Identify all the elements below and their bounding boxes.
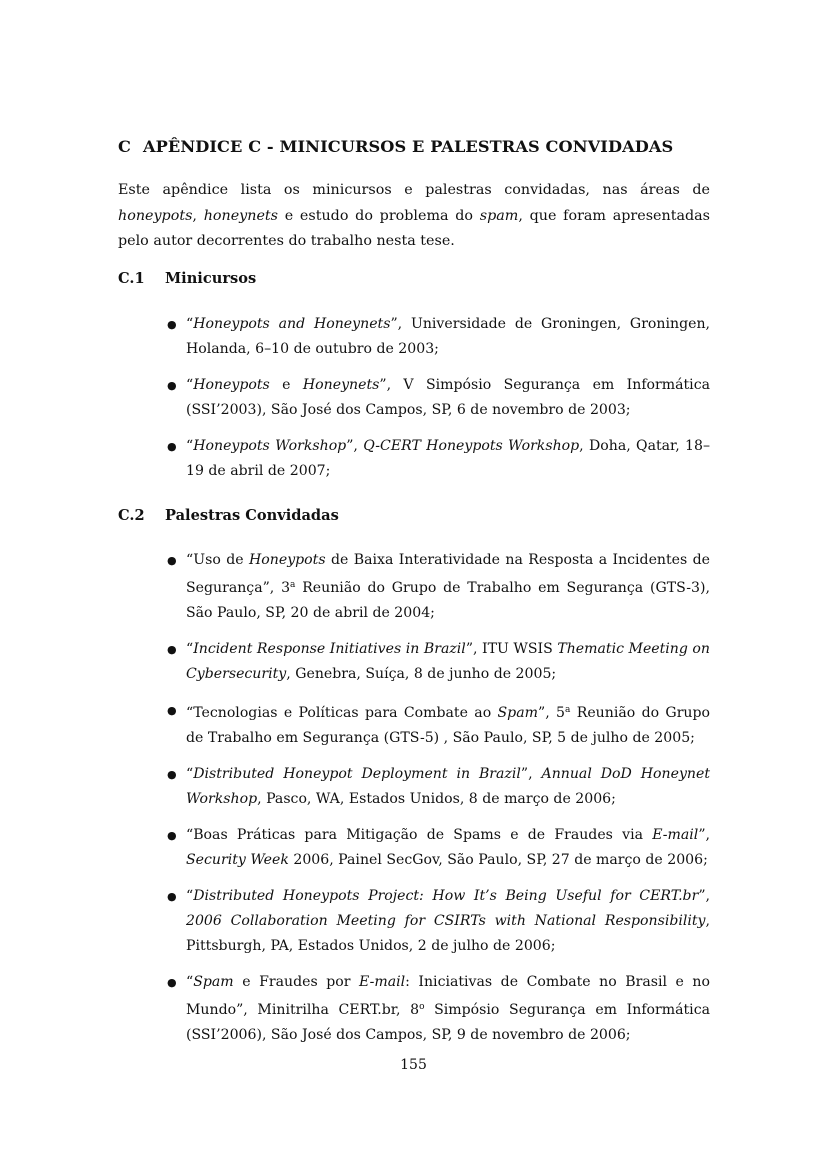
- list-item: [160, 312, 710, 362]
- ordinal-superscript: a: [290, 580, 296, 590]
- bullet-icon: ●: [167, 440, 177, 453]
- item-text: ”, V Simpósio Segurança em Informática (SSI’2003), São José dos Campos, SP, 6 de novembro de 2003;: [186, 377, 710, 418]
- intro-emphasis: honeynets: [203, 207, 278, 224]
- item-text: “Boas Práticas para Mitigação de Spams e de Fraudes via: [186, 827, 653, 843]
- bullet-icon: ●: [167, 768, 177, 781]
- item-emphasis: 2006 Collaboration Meeting for CSIRTs with National Responsibility: [186, 913, 706, 929]
- item-text: , Pasco, WA, Estados Unidos, 8 de março de 2006;: [257, 791, 616, 807]
- list-item: [160, 762, 710, 812]
- bullet-icon: ●: [167, 976, 177, 989]
- item-text: ”,: [520, 766, 542, 782]
- section-title-palestras: [118, 507, 339, 524]
- item-text: “: [186, 766, 194, 782]
- item-text: “: [186, 641, 194, 657]
- item-text: “Uso de: [186, 552, 249, 568]
- item-text: “: [186, 438, 194, 454]
- list-item: [160, 823, 710, 873]
- chapter-title: [118, 137, 718, 156]
- item-emphasis: Q-CERT Honeypots Workshop: [363, 438, 580, 454]
- list-item: [160, 637, 710, 687]
- item-text: de Baixa Interatividade na Resposta a Incidentes de Segurança”, 3: [186, 552, 711, 596]
- item-emphasis: Spam: [193, 974, 234, 990]
- intro-paragraph: [118, 178, 710, 255]
- item-emphasis: Honeypots: [249, 552, 326, 568]
- bullet-icon: ●: [167, 890, 177, 903]
- ordinal-superscript: o: [419, 1002, 425, 1012]
- intro-text: ,: [192, 207, 204, 224]
- intro-emphasis: honeypots: [118, 207, 193, 224]
- bullet-icon: ●: [167, 704, 177, 717]
- item-text: 2006, Painel SecGov, São Paulo, SP, 27 de março de 2006;: [288, 852, 708, 868]
- item-emphasis: Spam: [497, 705, 538, 721]
- bullet-icon: ●: [167, 829, 177, 842]
- section-title-text: Minicursos: [165, 270, 257, 287]
- list-item: [160, 434, 710, 484]
- intro-emphasis: spam: [479, 207, 519, 224]
- list-item: [160, 698, 710, 751]
- bullet-icon: ●: [167, 379, 177, 392]
- item-emphasis: Honeypots Workshop: [193, 438, 347, 454]
- item-text: ”,: [698, 827, 710, 843]
- section-title-minicursos: [118, 270, 256, 287]
- item-text: ”, Universidade de Groningen, Groningen, Holanda, 6–10 de outubro de 2003;: [186, 316, 710, 357]
- bullet-icon: ●: [167, 643, 177, 656]
- intro-text: Este apêndice lista os minicursos e palestras convidadas, nas áreas de: [118, 182, 710, 198]
- item-text: “Tecnologias e Políticas para Combate ao: [186, 705, 498, 721]
- section-number: C.1: [118, 270, 145, 287]
- item-text: , Doha, Qatar, 18–19 de abril de 2007;: [186, 438, 710, 479]
- item-text: ”,: [346, 438, 364, 454]
- item-emphasis: Security Week: [186, 852, 289, 868]
- chapter-title-text: APÊNDICE C - MINICURSOS E PALESTRAS CONVIDADAS: [142, 137, 674, 156]
- item-emphasis: Thematic Meeting on Cybersecurity: [186, 641, 710, 682]
- item-text: ”, 5: [537, 705, 565, 721]
- item-text: Reunião do Grupo de Trabalho em Segurança (GTS-3), São Paulo, SP, 20 de abril de 2004;: [186, 580, 710, 621]
- item-text: e: [269, 377, 303, 393]
- list-item: [160, 548, 710, 626]
- item-emphasis: Honeypots: [193, 377, 270, 393]
- page-number: 155: [400, 1057, 427, 1073]
- item-text: “: [186, 377, 194, 393]
- section-number: C.2: [118, 507, 145, 524]
- item-emphasis: E-mail: [359, 974, 406, 990]
- list-item: [160, 970, 710, 1048]
- item-text: “: [186, 974, 194, 990]
- section-title-text: Palestras Convidadas: [165, 507, 339, 524]
- item-text: Simpósio Segurança em Informática (SSI’2006), São José dos Campos, SP, 9 de novembro de 2006;: [186, 1002, 710, 1043]
- chapter-number: C: [118, 137, 131, 156]
- item-text: “: [186, 888, 194, 904]
- item-emphasis: Annual DoD Honeynet Workshop: [186, 766, 711, 807]
- minicursos-list: [160, 312, 710, 495]
- bullet-icon: ●: [167, 318, 177, 331]
- item-text: ”,: [698, 888, 710, 904]
- item-text: ”, ITU WSIS: [465, 641, 558, 657]
- item-text: : Iniciativas de Combate no Brasil e no Mundo”, Minitrilha CERT.br, 8: [186, 974, 710, 1018]
- palestras-list: [160, 548, 710, 1059]
- bullet-icon: ●: [167, 554, 177, 567]
- list-item: [160, 373, 710, 423]
- intro-text: e estudo do problema do: [278, 207, 480, 224]
- item-text: “: [186, 316, 194, 332]
- item-emphasis: Honeynets: [302, 377, 380, 393]
- item-emphasis: Distributed Honeypot Deployment in Brazil: [193, 766, 521, 782]
- item-text: Reunião do Grupo de Trabalho em Segurança (GTS-5) , São Paulo, SP, 5 de julho de 2005;: [186, 705, 711, 746]
- item-emphasis: Incident Response Initiatives in Brazil: [193, 641, 466, 657]
- item-emphasis: E-mail: [652, 827, 699, 843]
- item-emphasis: Distributed Honeypots Project: How It’s Being Useful for CERT.br: [193, 888, 699, 904]
- item-emphasis: Honeypots and Honeynets: [193, 316, 391, 332]
- list-item: [160, 884, 710, 959]
- ordinal-superscript: a: [565, 705, 571, 715]
- intro-text: , que foram apresentadas pelo autor decorrentes do trabalho nesta tese.: [118, 207, 710, 249]
- item-text: e Fraudes por: [233, 974, 360, 990]
- item-text: , Pittsburgh, PA, Estados Unidos, 2 de julho de 2006;: [186, 913, 710, 954]
- item-text: , Genebra, Suíça, 8 de junho de 2005;: [286, 666, 557, 682]
